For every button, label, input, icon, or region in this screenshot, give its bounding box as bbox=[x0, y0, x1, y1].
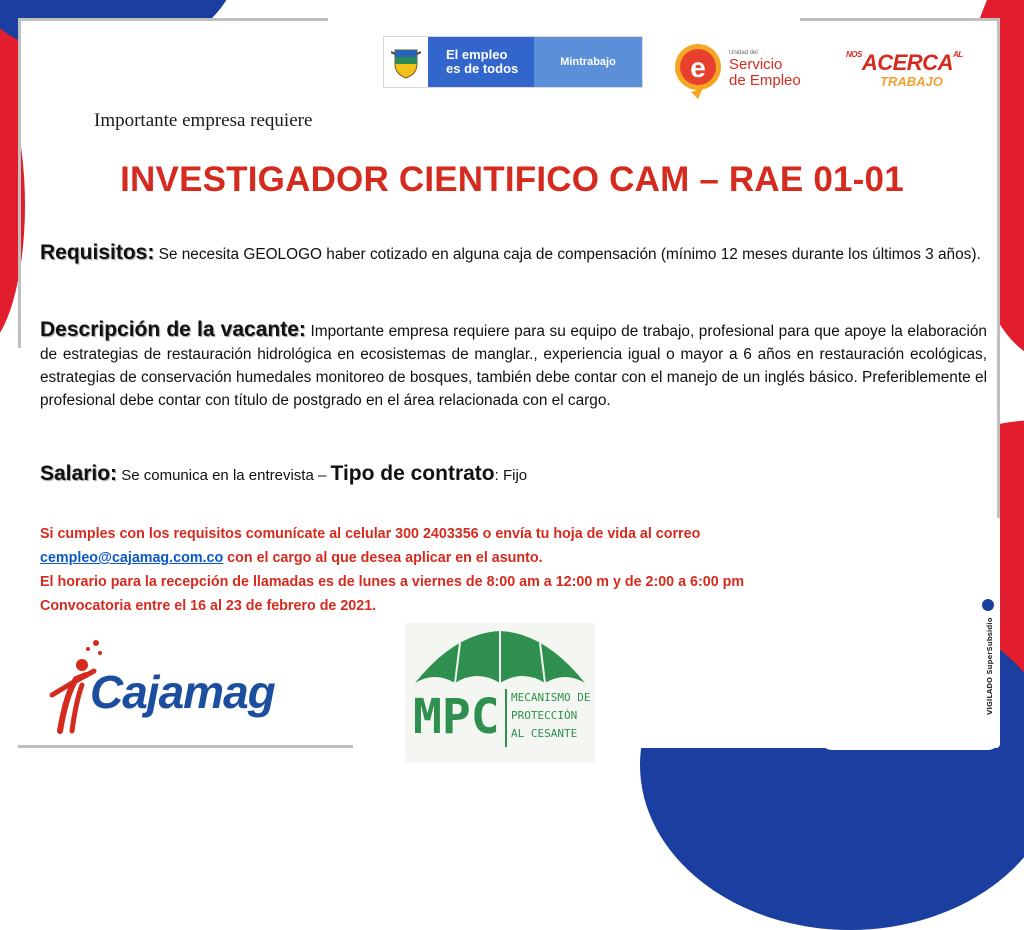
intro-text: Importante empresa requiere bbox=[94, 110, 313, 131]
mpc-acronym: MPC bbox=[413, 689, 500, 745]
gov-slogan: El empleo es de todos bbox=[428, 37, 534, 87]
svg-text:e: e bbox=[690, 52, 706, 83]
gov-logo bbox=[383, 36, 643, 88]
umbrella-icon bbox=[405, 623, 595, 763]
page-title: INVESTIGADOR CIENTIFICO CAM – RAE 01-01 bbox=[120, 160, 904, 199]
frame-line-top-left bbox=[18, 18, 328, 21]
salario-text: Se comunica en la entrevista – bbox=[117, 467, 331, 484]
contact-info bbox=[40, 522, 860, 618]
servicio-empleo-e-icon bbox=[673, 42, 723, 100]
frame-line-bottom-left bbox=[18, 745, 353, 748]
contact-line-4: Convocatoria entre el 16 al 23 de febrero de 2021. bbox=[40, 598, 377, 614]
mpc-logo bbox=[405, 623, 595, 763]
contact-line-1: Si cumples con los requisitos comunícate al celular 300 2403356 o envía tu hoja de vida al correo bbox=[40, 526, 701, 542]
salario-label: Salario bbox=[40, 462, 111, 485]
frame-line-top-right bbox=[800, 18, 1000, 21]
servicio-empleo-logo bbox=[673, 42, 833, 104]
acerca-trabajo-logo: $^{NOS}ACERCA^{AL}$ TRABAJO bbox=[846, 50, 963, 89]
email-link[interactable]: cempleo@cajamag.com.co bbox=[40, 550, 224, 566]
frame-line-right bbox=[997, 18, 1000, 518]
descripcion-label: Descripción de la vacante: bbox=[40, 318, 306, 341]
cajamag-logo bbox=[42, 635, 332, 735]
mpc-line-3: AL CESANTE bbox=[511, 727, 578, 740]
descripcion-text: Importante empresa requiere para su equipo de trabajo, profesional para que apoye la elaboración de estrategias de restauración hidrológica en ecosistemas de manglar., experiencia igual o mayor a 6 años en restauración ecológicas, estrategias de conservación humedales monitoreo de bosques, también debe contar con el manejo de un inglés básico. Preferiblemente el profesional debe contar con título de postgrado en el área relacionada con el cargo. bbox=[40, 323, 987, 409]
mpc-line-1: MECANISMO DE bbox=[511, 691, 591, 704]
cajamag-name: Cajamag bbox=[90, 666, 275, 718]
requisitos-text: Se necesita GEOLOGO haber cotizado en alguna caja de compensación (mínimo 12 meses durante los últimos 3 años). bbox=[158, 246, 981, 263]
ministry-label: Mintrabajo bbox=[534, 37, 642, 87]
contact-line-2: cempleo@cajamag.com.co con el cargo al que desea aplicar en el asunto. bbox=[40, 550, 543, 566]
salario-section: Salario: Se comunica en la entrevista – Tipo de contrato: Fijo bbox=[40, 462, 528, 485]
contract-value: : Fijo bbox=[494, 467, 528, 484]
colombia-shield-icon bbox=[384, 37, 428, 87]
requisitos-label: Requisitos bbox=[40, 241, 148, 264]
servicio-empleo-text: Unidad del Servicio de Empleo bbox=[729, 50, 801, 89]
descripcion-section bbox=[40, 318, 987, 412]
requisitos-section: Requisitos: Se necesita GEOLOGO haber cotizado en alguna caja de compensación (mínimo 12 meses durante los últimos 3 años). bbox=[40, 241, 981, 264]
mpc-line-2: PROTECCIÓN bbox=[511, 709, 578, 722]
contact-line-3: El horario para la recepción de llamadas es de lunes a viernes de 8:00 am a 12:00 m y de 2:00 a 6:00 pm bbox=[40, 574, 745, 590]
vigilado-badge bbox=[973, 595, 1003, 725]
vigilado-text: VIGILADO SuperSubsidio bbox=[986, 617, 994, 715]
contract-label: Tipo de contrato bbox=[330, 462, 495, 485]
